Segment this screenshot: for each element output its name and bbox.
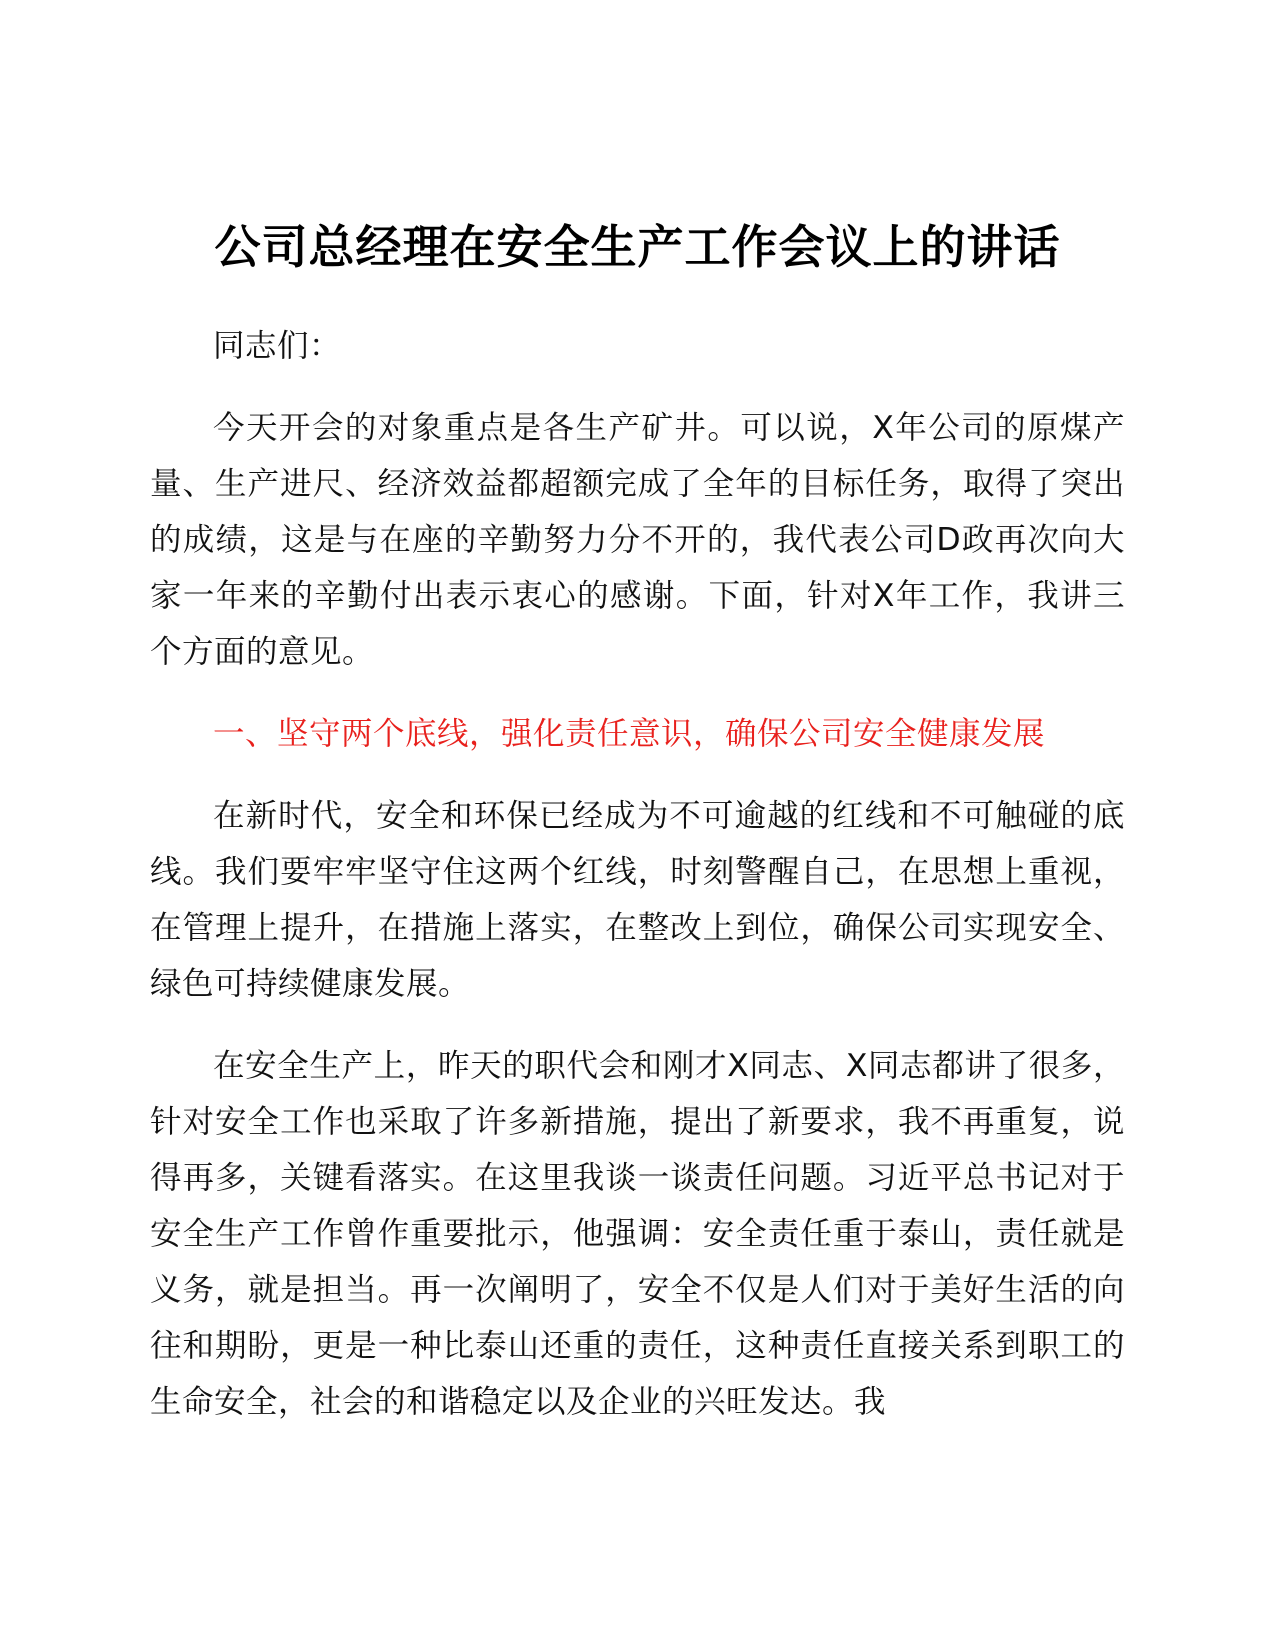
paragraph-1: 今天开会的对象重点是各生产矿井。可以说，X年公司的原煤产量、生产进尺、经济效益都超额完成了全年的目标任务，取得了突出的成绩，这是与在座的辛勤努力分不开的，我代表公司D政再次向大家一年来的辛勤付出表示衷心的感谢。下面，针对X年工作，我讲三个方面的意见。 [150,410,1125,670]
paragraph-2: 在新时代，安全和环保已经成为不可逾越的红线和不可触碰的底线。我们要牢牢坚守住这两个红线，时刻警醒自己，在思想上重视，在管理上提升，在措施上落实，在整改上到位，确保公司实现安全、绿色可持续健康发展。 [150,798,1125,1002]
document-title: 公司总经理在安全生产工作会议上的讲话 [214,220,1061,274]
section-1-heading: 一、坚守两个底线，强化责任意识，确保公司安全健康发展 [213,716,1046,752]
greeting: 同志们： [213,328,342,364]
paragraph-3: 在安全生产上，昨天的职代会和刚才X同志、X同志都讲了很多，针对安全工作也采取了许多新措施，提出了新要求，我不再重复，说得再多，关键看落实。在这里我谈一谈责任问题。习近平总书记对于安全生产工作曾作重要批示，他强调：安全责任重于泰山，责任就是义务，就是担当。再一次阐明了，安全不仅是人们对于美好生活的向往和期盼，更是一种比泰山还重的责任，这种责任直接关系到职工的生命安全，社会的和谐稳定以及企业的兴旺发达。我 [150,1048,1125,1420]
document-body [150,214,1125,1456]
